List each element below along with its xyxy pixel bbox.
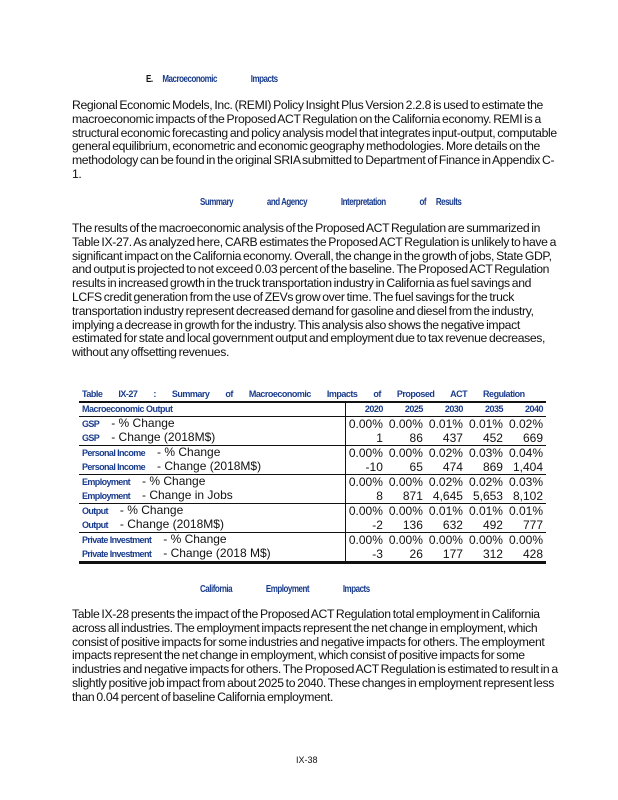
row-description: - % Change [142, 474, 206, 488]
column-header: 2040 [524, 404, 543, 414]
table-cell: -2 [372, 517, 383, 532]
table-cell: 0.00% [348, 474, 383, 489]
table-row [79, 475, 546, 490]
row-label [79, 533, 345, 548]
table-cell: 0.01% [468, 416, 503, 431]
table-cell: 632 [442, 517, 463, 532]
table-cell: 777 [522, 517, 543, 532]
row-description: - Change (2018M$) [111, 430, 216, 444]
table-cell: 474 [442, 459, 463, 474]
table-cell: 0.00% [348, 503, 383, 518]
table-row [79, 460, 546, 475]
table-cell: 669 [522, 430, 543, 445]
row-description: - % Change [111, 416, 175, 430]
section-heading-e [146, 74, 310, 85]
table-cell: 0.01% [428, 503, 463, 518]
table-cell: 1,404 [512, 459, 543, 474]
table-header-row [79, 402, 546, 417]
row-label [79, 446, 345, 461]
column-header: Macroeconomic Output [79, 402, 345, 417]
table-cell: 0.02% [468, 474, 503, 489]
table-cell: 8 [376, 488, 383, 503]
page-number: IX-38 [296, 755, 318, 765]
row-description: - Change in Jobs [142, 488, 233, 502]
group-label: GSP [82, 433, 100, 443]
table-cell: 0.00% [508, 532, 543, 547]
row-description: - % Change [119, 503, 184, 517]
row-description: - Change (2018M$) [157, 459, 262, 473]
table-cell: 0.00% [388, 532, 423, 547]
paragraph-results: The results of the macroeconomic analysis of the Proposed ACT Regulation are summarized in Table IX-27. As analyzed here, CARB estimates the Proposed ACT Regulation is unlikely to have a significant impact on the California economy. Overall, the change in the growth of jobs, State GDP, and output is projected to not exceed 0.03 percent of the baseline. The Proposed ACT Regulation results in increased growth in the truck transportation industry in California as fuel savings and LCFS credit generation from the use of ZEVs grow over time. The fuel savings for the truck transportation industry represent decreased demand for gasoline and diesel from the industry, implying a decrease in growth for the industry. This analysis also shows the negative impact estimated for state and local government output and employment due to tax revenue decreases, without any offsetting revenues. [72, 221, 557, 360]
row-label [79, 518, 345, 533]
paragraph-employment: Table IX-28 presents the impact of the Proposed ACT Regulation total employment in California across all industries. The employment impacts represent the net change in employment, which consist of positive impacts for some industries and negative impacts for others. The employment impacts represent the net change in employment, which consist of positive impacts for some industries and negative impacts for others. The Proposed ACT Regulation is estimated to result in a slightly positive job impact from about 2025 to 2040. These changes in employment represent less than 0.04 percent of baseline California employment. [72, 607, 558, 704]
row-label [79, 489, 345, 504]
table-cell: 0.02% [428, 445, 463, 460]
table-cell: 136 [402, 517, 423, 532]
heading-letter: E. [146, 74, 153, 85]
table-cell: 0.00% [388, 503, 423, 518]
table-cell: 492 [482, 517, 503, 532]
table-row [79, 504, 546, 519]
table-cell: 452 [482, 430, 503, 445]
row-description: - Change (2018 M$) [163, 546, 271, 560]
table-cell: 428 [522, 546, 543, 561]
heading-word: Summary [200, 197, 234, 208]
row-label [79, 460, 345, 475]
group-label: Private Investment [82, 549, 152, 559]
table-cell: 0.00% [388, 445, 423, 460]
column-header: 2030 [444, 404, 463, 414]
row-description: - % Change [157, 445, 221, 459]
table-cell: 0.00% [428, 532, 463, 547]
table-cell: 0.04% [508, 445, 543, 460]
table-row [79, 446, 546, 461]
heading-word: of [419, 197, 427, 208]
table-cell: 0.02% [428, 474, 463, 489]
table-caption: Table IX-27 : Summary of Macroeconomic Impacts of Proposed ACT Regulation [82, 389, 525, 399]
group-label: Employment [82, 491, 131, 501]
table-cell: 1 [376, 430, 383, 445]
column-header: 2020 [364, 404, 383, 414]
table-cell: 312 [482, 546, 503, 561]
table-cell: 0.00% [468, 532, 503, 547]
table-cell: 0.00% [348, 532, 383, 547]
group-label: Personal Income [82, 462, 146, 472]
table-cell: 0.01% [508, 503, 543, 518]
table-cell: 5,653 [472, 488, 503, 503]
heading-word: Interpretation [340, 197, 386, 208]
row-description: - Change (2018M$) [119, 517, 224, 531]
row-label [79, 547, 345, 563]
table-cell: -10 [365, 459, 383, 474]
column-header: 2025 [404, 404, 423, 414]
table-row [79, 431, 546, 446]
table-row [79, 533, 546, 548]
heading-word: Macroeconomic [162, 74, 218, 85]
group-label: Employment [82, 477, 131, 487]
table-cell: 0.03% [468, 445, 503, 460]
subheading-employment [200, 584, 402, 595]
group-label: Personal Income [82, 448, 146, 458]
table-row [79, 518, 546, 533]
heading-word: Impacts [342, 584, 370, 595]
table-cell: 437 [442, 430, 463, 445]
table-cell: 0.03% [508, 474, 543, 489]
row-label [79, 431, 345, 446]
row-description: - % Change [163, 532, 227, 546]
table-cell: 4,645 [432, 488, 463, 503]
table-cell: 26 [409, 546, 423, 561]
row-label [79, 417, 345, 432]
heading-word: and Agency [266, 197, 308, 208]
table-cell: 0.00% [348, 445, 383, 460]
table-cell: 86 [409, 430, 423, 445]
macroeconomic-impacts-table [79, 401, 546, 564]
table-cell: 0.00% [348, 416, 383, 431]
table-cell: 871 [402, 488, 423, 503]
table-row [79, 547, 546, 563]
row-label [79, 504, 345, 519]
table-cell: 65 [409, 459, 423, 474]
table-cell: 0.02% [508, 416, 543, 431]
table-cell: 0.01% [468, 503, 503, 518]
paragraph-remi: Regional Economic Models, Inc. (REMI) Policy Insight Plus Version 2.2.8 is used to estimate the macroeconomic impacts of the Proposed ACT Regulation on the California economy. REMI is a structural economic forecasting and policy analysis model that integrates input-output, computable general equilibrium, econometric and economic geography methodologies. More details on the methodology can be found in the original SRIA submitted to Department of Finance in Appendix C-1. [72, 98, 557, 181]
table-cell: 0.01% [428, 416, 463, 431]
group-label: Private Investment [82, 535, 152, 545]
column-header: 2035 [484, 404, 503, 414]
group-label: GSP [82, 419, 100, 429]
row-label [79, 475, 345, 490]
heading-word: Impacts [250, 74, 278, 85]
heading-word: California [200, 584, 233, 595]
group-label: Output [82, 520, 108, 530]
table-cell: -3 [372, 546, 383, 561]
table-cell: 869 [482, 459, 503, 474]
group-label: Output [82, 506, 108, 516]
table-cell: 0.00% [388, 416, 423, 431]
subheading-summary [200, 197, 493, 208]
heading-word: Results [435, 197, 462, 208]
table-cell: 8,102 [512, 488, 543, 503]
table-row [79, 489, 546, 504]
table-row [79, 417, 546, 432]
heading-word: Employment [265, 584, 310, 595]
table-cell: 177 [442, 546, 463, 561]
table-cell: 0.00% [388, 474, 423, 489]
